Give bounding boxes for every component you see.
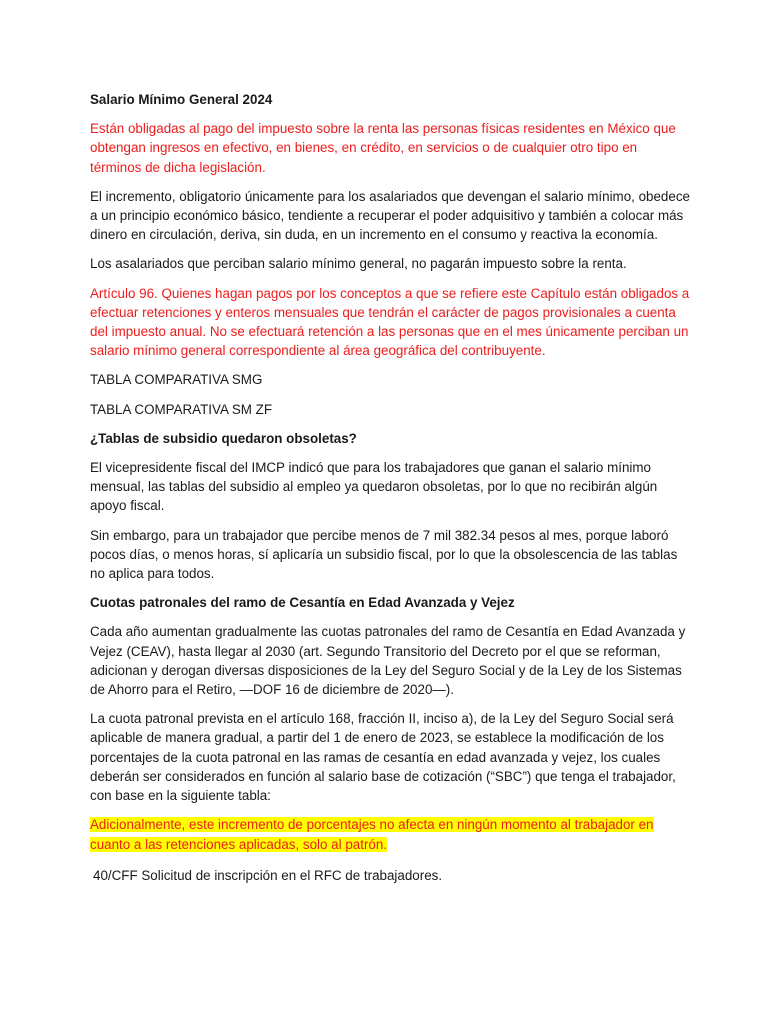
paragraph-isr-obligation: Están obligadas al pago del impuesto sobre la renta las personas físicas residentes en México que obtengan ingresos en efectivo, en bienes, en crédito, en servicios o de cualquier otro tipo en términos de dicha legislación. [90,121,676,175]
paragraph-ceav-increase: Cada año aumentan gradualmente las cuotas patronales del ramo de Cesantía en Edad Avanzada y Vejez (CEAV), hasta llegar al 2030 (art. Segundo Transitorio del Decreto por el que se reforman, adicionan y derogan diversas disposiciones de la Ley del Seguro Social y de la Ley de los Sistemas de Ahorro para el Retiro, —DOF 16 de diciembre de 2020—). [90,624,686,698]
paragraph-highlight-wrapper [90,815,690,853]
document-body [90,90,690,864]
heading-subsidy-tables: ¿Tablas de subsidio quedaron obsoletas? [90,430,357,446]
paragraph-no-tax: Los asalariados que perciban salario mínimo general, no pagarán impuesto sobre la renta. [90,256,627,272]
paragraph-article-96: Artículo 96. Quienes hagan pagos por los conceptos a que se refiere este Capítulo están obligados a efectuar retenciones y enteros mensuales que tendrán el carácter de pagos provisionales a cuenta del impuesto anual. No se efectuará retención a las personas que en el mes únicamente perciban un salario mínimo general correspondiente al área geográfica del contribuyente. [90,285,690,359]
paragraph-table-smg: TABLA COMPARATIVA SMG [90,372,263,388]
document-title: Salario Mínimo General 2024 [90,92,273,107]
paragraph-article-168: La cuota patronal prevista en el artículo 168, fracción II, inciso a), de la Ley del Seguro Social será aplicable de manera gradual, a partir del 1 de enero de 2023, se establece la modificación de los porcentajes de la cuota patronal en las ramas de cesantía en edad avanzada y vejez, los cuales deberán ser considerados en función al salario base de cotización (“SBC”) que tenga el trabajador, con base en la siguiente tabla: [90,711,676,804]
paragraph-subsidy-exception: Sin embargo, para un trabajador que percibe menos de 7 mil 382.34 pesos al mes, porque laboró pocos días, o menos horas, sí aplicaría un subsidio fiscal, por lo que la obsolescencia de las tablas no aplica para todos. [90,527,678,582]
highlighted-note: Adicionalmente, este incremento de porcentajes no afecta en ningún momento al trabajador en cuanto a las retenciones aplicadas, solo al patrón. [90,817,654,852]
paragraph-table-sm-zf: TABLA COMPARATIVA SM ZF [90,401,273,417]
paragraph-imcp: El vicepresidente fiscal del IMCP indicó que para los trabajadores que ganan el salario mínimo mensual, las tablas del subsidio al empleo ya quedaron obsoletas, por lo que no recibirán algún apoyo fiscal. [90,460,658,514]
heading-ceav: Cuotas patronales del ramo de Cesantía en Edad Avanzada y Vejez [90,595,515,611]
paragraph-increment: El incremento, obligatorio únicamente para los asalariados que devengan el salario mínimo, obedece a un principio económico básico, tendiente a recuperar el poder adquisitivo y también a colocar más dinero en circulación, deriva, sin duda, en un incremento en el consumo y reactiva la economía. [90,188,690,243]
footer-rfc-note: 40/CFF Solicitud de inscripción en el RFC de trabajadores. [93,868,443,883]
